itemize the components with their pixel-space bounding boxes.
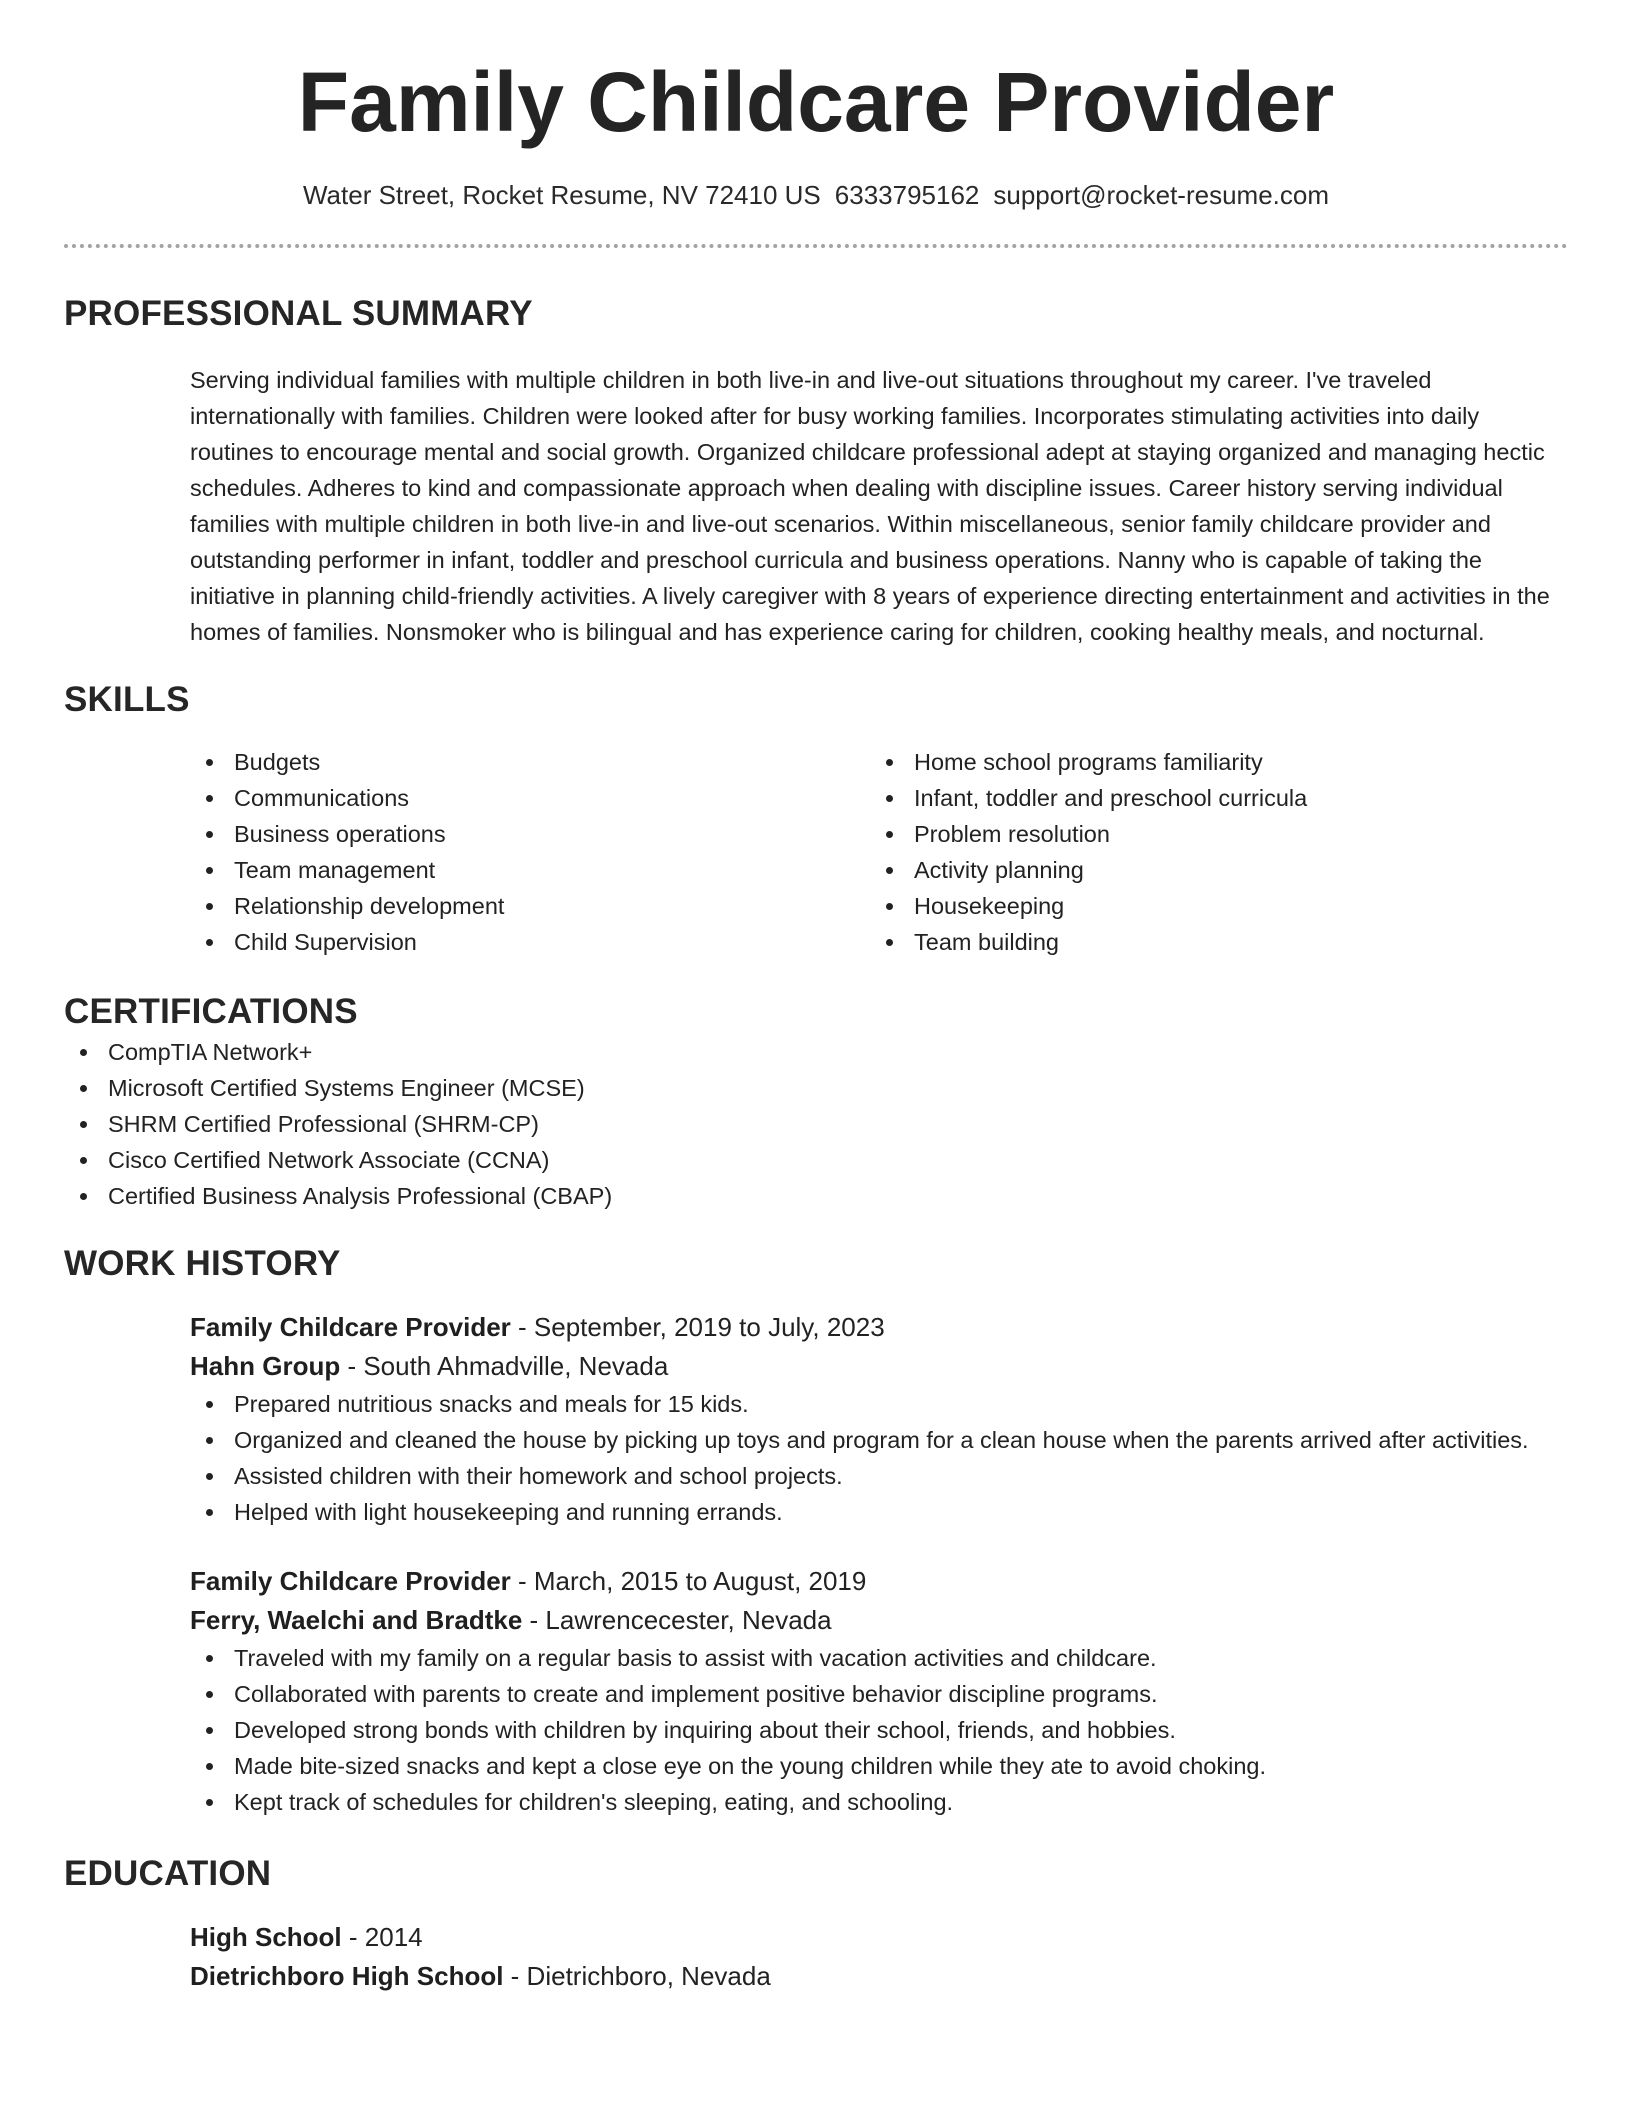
job-role: Family Childcare Provider <box>190 1312 511 1342</box>
job-duty: Kept track of schedules for children's sleeping, eating, and schooling. <box>190 1784 1568 1820</box>
job-location: - Lawrencecester, Nevada <box>522 1605 832 1635</box>
job-role: Family Childcare Provider <box>190 1566 511 1596</box>
education-school: Dietrichboro High School <box>190 1961 504 1991</box>
job-duties-list <box>190 1386 1568 1530</box>
skill-item: Activity planning <box>870 852 1550 888</box>
certification-item: Cisco Certified Network Associate (CCNA) <box>64 1142 1568 1178</box>
skill-item: Home school programs familiarity <box>870 744 1550 780</box>
job-duty: Traveled with my family on a regular basis to assist with vacation activities and childcare. <box>190 1640 1568 1676</box>
skill-item: Business operations <box>190 816 870 852</box>
skill-item: Team management <box>190 852 870 888</box>
contact-line <box>64 178 1568 212</box>
summary-text: Serving individual families with multiple children in both live-in and live-out situations throughout my career. I've traveled internationally with families. Children were looked after for busy working families. Incorporates stimulating activities into daily routines to encourage mental and social growth. Organized childcare professional adept at staying organized and managing hectic schedules. Adheres to kind and compassionate approach when dealing with discipline issues. Career history serving individual families with multiple children in both live-in and live-out scenarios. Within miscellaneous, senior family childcare provider and outstanding performer in infant, toddler and preschool curricula and business operations. Nanny who is capable of taking the initiative in planning child-friendly activities. A lively caregiver with 8 years of experience directing entertainment and activities in the homes of families. Nonsmoker who is bilingual and has experience caring for children, cooking healthy meals, and nocturnal. <box>190 367 1550 645</box>
job-duty: Collaborated with parents to create and implement positive behavior discipline programs. <box>190 1676 1568 1712</box>
contact-phone: 6333795162 <box>834 180 980 210</box>
job-entry <box>190 1562 1568 1820</box>
certification-item: CompTIA Network+ <box>64 1034 1568 1070</box>
skill-item: Relationship development <box>190 888 870 924</box>
skill-item: Budgets <box>190 744 870 780</box>
job-company: Hahn Group <box>190 1351 341 1381</box>
certification-item: SHRM Certified Professional (SHRM-CP) <box>64 1106 1568 1142</box>
skills-column-left <box>190 744 870 960</box>
job-duty: Developed strong bonds with children by inquiring about their school, friends, and hobbies. <box>190 1712 1568 1748</box>
skill-item: Housekeeping <box>870 888 1550 924</box>
education-entry <box>190 1918 1568 1996</box>
skill-item: Problem resolution <box>870 816 1550 852</box>
skills-heading: SKILLS <box>64 680 190 719</box>
education-degree: High School <box>190 1922 342 1952</box>
skill-item: Child Supervision <box>190 924 870 960</box>
job-duty: Assisted children with their homework and school projects. <box>190 1458 1568 1494</box>
resume-page <box>64 0 1568 1996</box>
summary-heading: PROFESSIONAL SUMMARY <box>64 294 533 333</box>
certifications-list <box>64 1034 1568 1214</box>
certification-item: Certified Business Analysis Professional (CBAP) <box>64 1178 1568 1214</box>
certifications-heading: CERTIFICATIONS <box>64 992 358 1031</box>
education-degree-line <box>190 1918 1568 1957</box>
job-duty: Organized and cleaned the house by picking up toys and program for a clean house when the parents arrived after activities. <box>190 1422 1568 1458</box>
education-location: - Dietrichboro, Nevada <box>503 1961 771 1991</box>
job-dates: - March, 2015 to August, 2019 <box>510 1566 867 1596</box>
skills-list-right <box>870 744 1550 960</box>
job-duty: Made bite-sized snacks and kept a close eye on the young children while they ate to avoid choking. <box>190 1748 1568 1784</box>
job-entry <box>190 1308 1568 1530</box>
job-dates: - September, 2019 to July, 2023 <box>510 1312 885 1342</box>
job-company-line <box>190 1601 1568 1640</box>
candidate-name: Family Childcare Provider <box>297 55 1335 149</box>
job-company: Ferry, Waelchi and Bradtke <box>190 1605 523 1635</box>
job-company-line <box>190 1347 1568 1386</box>
skills-column-right <box>870 744 1550 960</box>
contact-email: support@rocket-resume.com <box>993 180 1330 210</box>
skill-item: Infant, toddler and preschool curricula <box>870 780 1550 816</box>
skills-grid <box>190 744 1568 960</box>
work-history-heading: WORK HISTORY <box>64 1244 341 1283</box>
skills-list-left <box>190 744 870 960</box>
education-year: - 2014 <box>341 1922 423 1952</box>
skill-item: Team building <box>870 924 1550 960</box>
education-school-line <box>190 1957 1568 1996</box>
header-divider <box>64 244 1568 248</box>
job-location: - South Ahmadville, Nevada <box>340 1351 669 1381</box>
contact-address: Water Street, Rocket Resume, NV 72410 US <box>302 180 821 210</box>
certification-item: Microsoft Certified Systems Engineer (MCSE) <box>64 1070 1568 1106</box>
skill-item: Communications <box>190 780 870 816</box>
job-role-line <box>190 1308 1568 1347</box>
job-role-line <box>190 1562 1568 1601</box>
job-duties-list <box>190 1640 1568 1820</box>
education-heading: EDUCATION <box>64 1854 272 1893</box>
job-duty: Helped with light housekeeping and running errands. <box>190 1494 1568 1530</box>
job-duty: Prepared nutritious snacks and meals for 15 kids. <box>190 1386 1568 1422</box>
